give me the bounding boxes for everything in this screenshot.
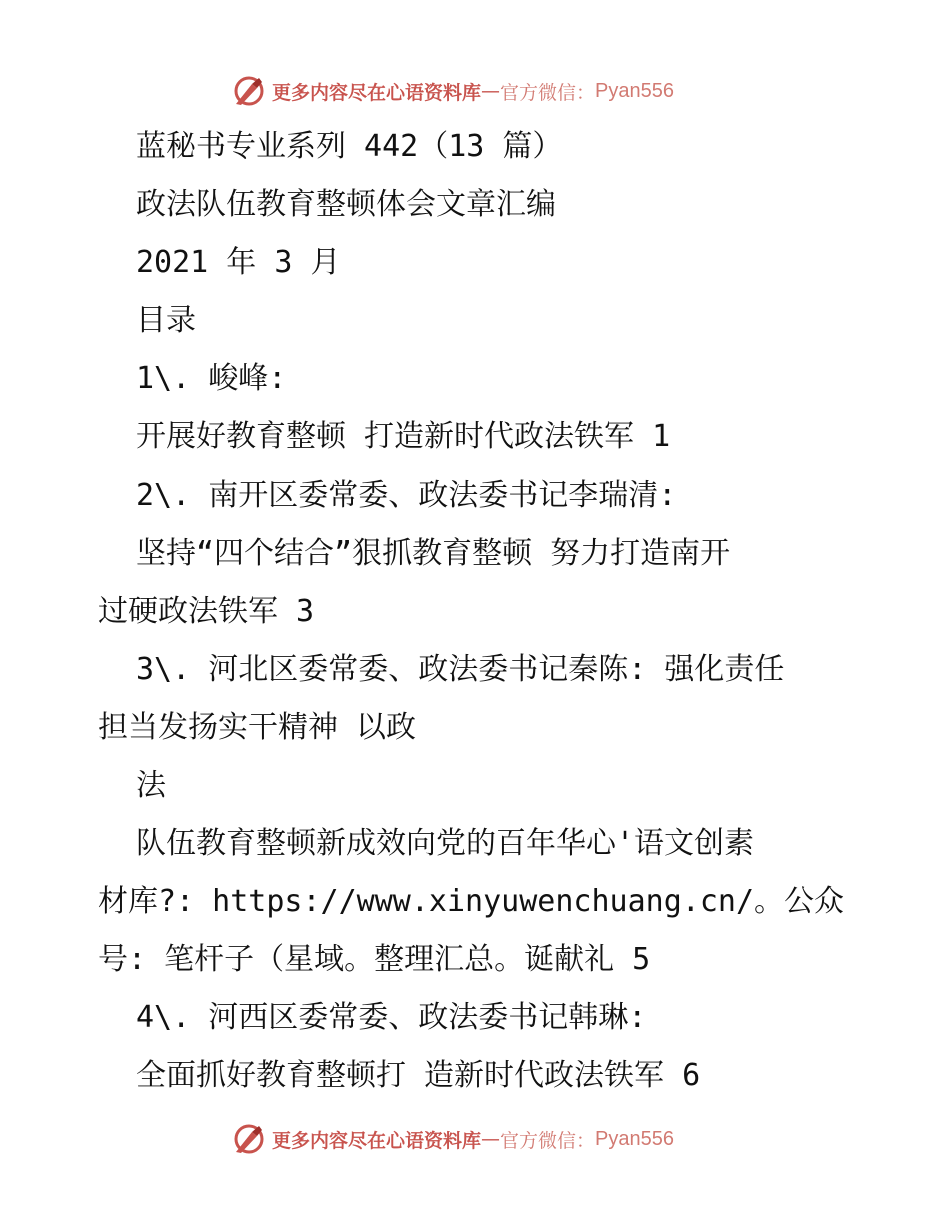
toc-entry-4-title: 全面抓好教育整顿打 造新时代政法铁军 6 [136,1058,701,1093]
pen-logo-icon [232,1122,266,1156]
banner-label: 官方微信： [500,1129,596,1152]
banner-label: 官方微信： [500,81,596,104]
toc-entry-2-title-cont: 过硬政法铁军 3 [98,594,315,629]
collection-title: 政法队伍教育整顿体会文章汇编 [136,187,556,222]
toc-entry-1-title: 开展好教育整顿 打造新时代政法铁军 1 [136,419,671,454]
toc-entry-4-author: 4\. 河西区委常委、政法委书记韩琳: [136,1000,647,1035]
toc-entry-2-title: 坚持“四个结合”狠抓教育整顿 努力打造南开 [136,536,731,571]
publish-date: 2021 年 3 月 [136,245,341,280]
toc-entry-3-title-cont-3: 材库?: https://www.xinyuwenchuang.cn/。公众 [98,884,845,919]
header-banner [232,71,792,111]
banner-main-text: 更多内容尽在心语资料库 [272,1129,482,1152]
toc-entry-3-title-cont-2: 队伍教育整顿新成效向党的百年华心'语文创素 [136,826,755,861]
toc-entry-3-title-cont: 法 [136,768,166,803]
toc-entry-3-title-cont-4: 号: 笔杆子（星域。整理汇总。诞献礼 5 [98,942,651,977]
toc-entry-3-author: 3\. 河北区委常委、政法委书记秦陈: 强化责任 [136,652,785,687]
toc-entry-3-title: 担当发扬实干精神 以政 [98,710,417,745]
banner-separator: — [481,1128,501,1150]
pen-logo-icon [232,74,266,108]
series-title: 蓝秘书专业系列 442（13 篇） [136,129,563,164]
footer-banner [232,1119,792,1159]
toc-entry-1-author: 1\. 峻峰: [136,361,287,396]
toc-entry-2-author: 2\. 南开区委常委、政法委书记李瑞清: [136,478,677,513]
banner-wechat-id: Pyan556 [595,1127,674,1150]
banner-wechat-id: Pyan556 [595,79,674,102]
banner-separator: — [481,80,501,102]
banner-main-text: 更多内容尽在心语资料库 [272,81,482,104]
toc-heading: 目录 [136,303,196,338]
